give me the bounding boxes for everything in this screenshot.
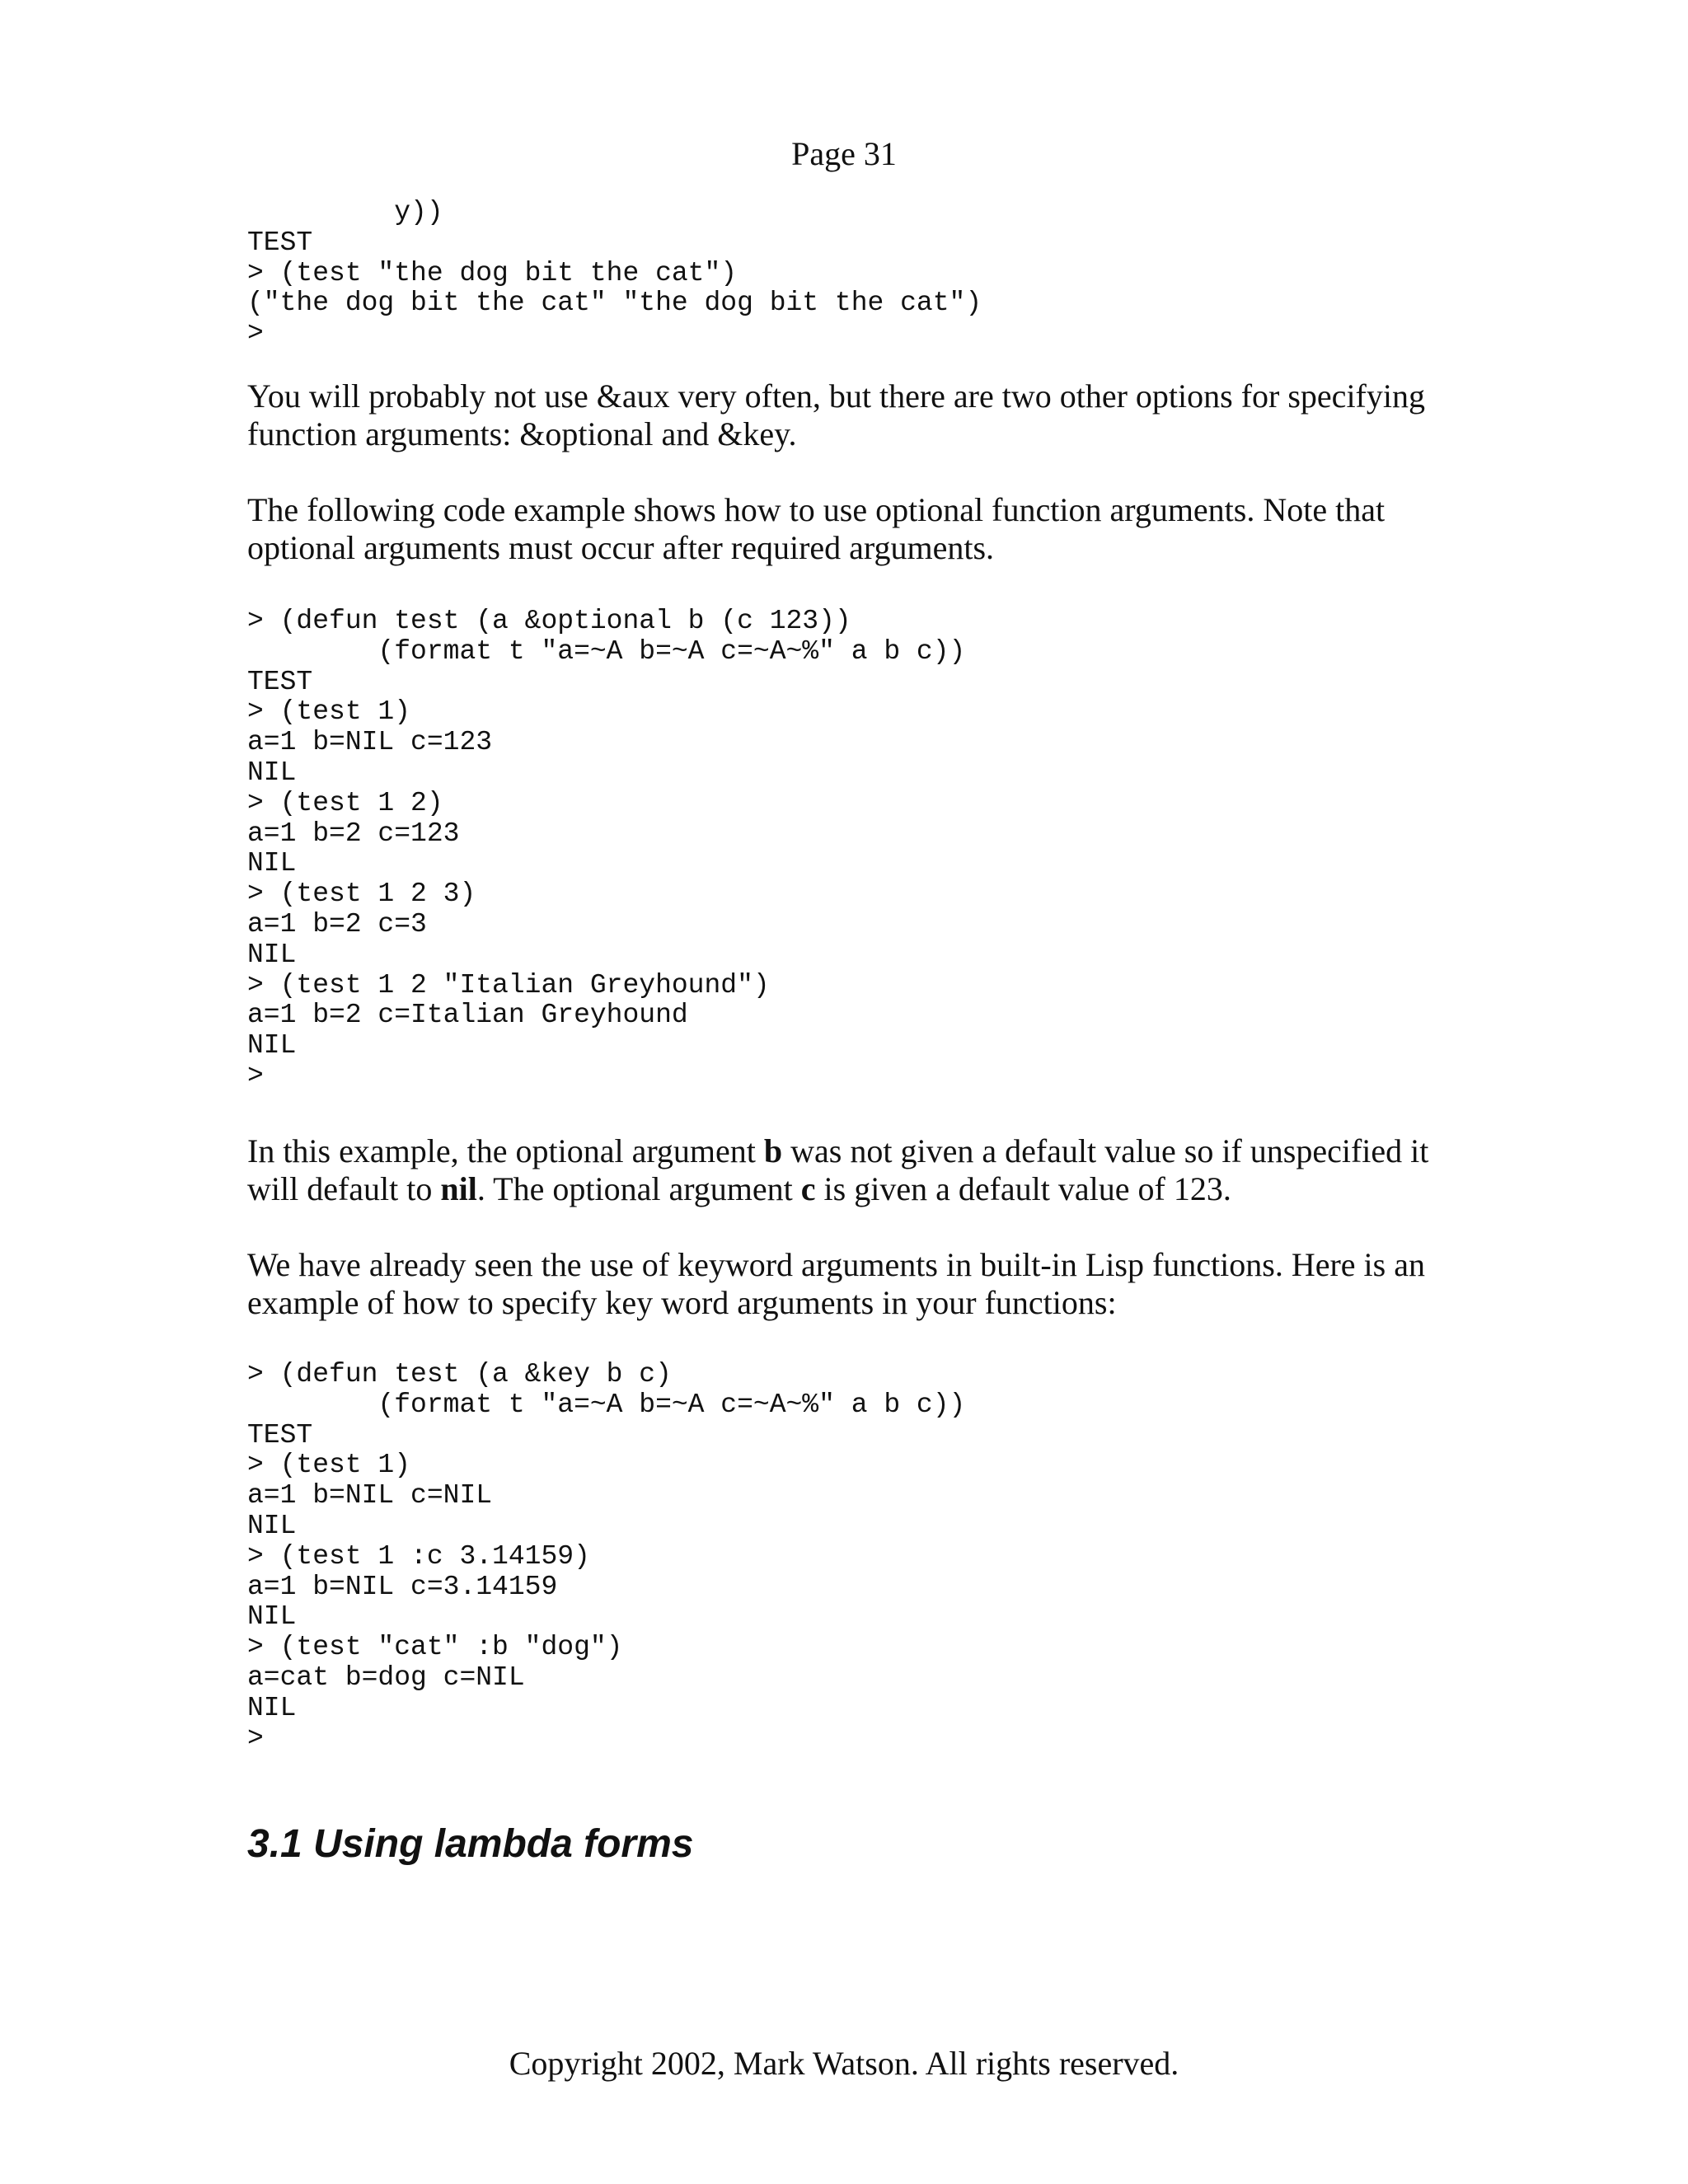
bold-term-nil: nil <box>440 1170 477 1207</box>
paragraph-text-segment: In this example, the optional argument <box>247 1132 764 1169</box>
paragraph-optional-intro: The following code example shows how to use optional function arguments. Note that optional arguments must occur after required arguments. <box>247 491 1386 566</box>
paragraph-keyword-intro: We have already seen the use of keyword arguments in built-in Lisp functions. Here is an example of how to specify key word arguments in your functions: <box>247 1246 1425 1321</box>
code-block-aux-example: y)) TEST > (test "the dog bit the cat") ("the dog bit the cat" "the dog bit the cat") > <box>247 197 982 349</box>
page-number-header: Page 31 <box>791 135 897 172</box>
bold-term-b: b <box>763 1132 783 1169</box>
bold-term-c: c <box>800 1170 816 1207</box>
code-block-key-example: > (defun test (a &key b c) (format t "a=~A b=~A c=~A~%" a b c)) TEST > (test 1) a=1 b=NIL c=NIL NIL > (test 1 :c 3.14159) a=1 b=NIL c=3.14159 NIL > (test "cat" :b "dog") a=cat b=dog c=NIL NIL > <box>247 1359 966 1754</box>
paragraph-optional-explanation <box>247 1132 1451 1208</box>
section-heading: 3.1 Using lambda forms <box>247 1822 694 1866</box>
code-block-optional-example: > (defun test (a &optional b (c 123)) (format t "a=~A b=~A c=~A~%" a b c)) TEST > (test 1) a=1 b=NIL c=123 NIL > (test 1 2) a=1 b=2 c=123 NIL > (test 1 2 3) a=1 b=2 c=3 NIL > (test 1 2 "Italian Greyhound") a=1 b=2 c=Italian Greyhound NIL > <box>247 606 966 1091</box>
paragraph-text-segment: is given a default value of 123. <box>815 1170 1231 1207</box>
paragraph-aux-options: You will probably not use &aux very often, but there are two other options for specifying function arguments: &optional and &key. <box>247 377 1425 452</box>
paragraph-text-segment: . The optional argument <box>476 1170 801 1207</box>
copyright-footer: Copyright 2002, Mark Watson. All rights reserved. <box>509 2045 1179 2082</box>
paragraph-text-segment: was not given a default value so if unspecified it will default to <box>247 1132 1429 1207</box>
